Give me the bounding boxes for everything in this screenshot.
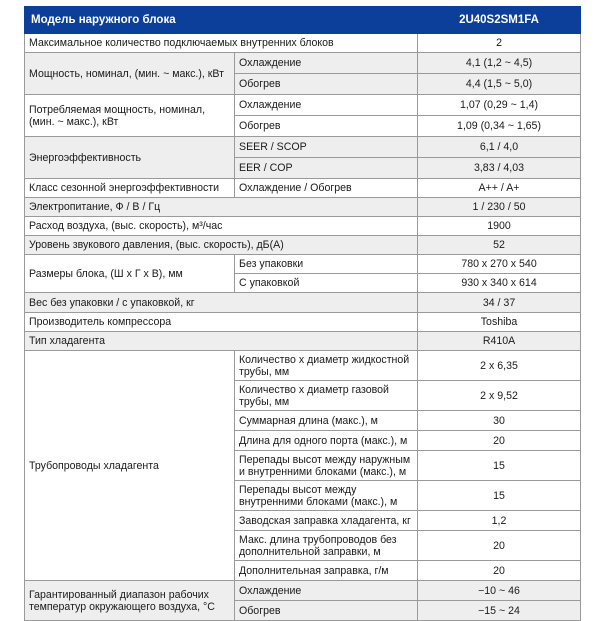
row-power-input-cool <box>25 95 581 116</box>
row-value: 4,1 (1,2 ~ 4,5) <box>418 53 581 74</box>
row-energy-class <box>25 179 581 198</box>
row-sublabel: Макс. длина трубопроводов без дополнительной заправки, м <box>235 531 418 561</box>
row-sublabel: Охлаждение / Обогрев <box>235 179 418 198</box>
row-sublabel: С упаковкой <box>235 274 418 293</box>
row-label: Тип хладагента <box>25 332 418 351</box>
row-label: Энергоэффективность <box>25 137 235 179</box>
header-model: 2U40S2SM1FA <box>418 7 581 34</box>
row-value: 34 / 37 <box>418 293 581 313</box>
row-value: A++ / A+ <box>418 179 581 198</box>
row-sublabel: Обогрев <box>235 116 418 137</box>
row-sublabel: Количество х диаметр газовой трубы, мм <box>235 381 418 411</box>
row-label: Мощность, номинал, (мин. ~ макс.), кВт <box>25 53 235 95</box>
row-sublabel: EER / COP <box>235 158 418 179</box>
row-label: Вес без упаковки / с упаковкой, кг <box>25 293 418 313</box>
row-value: Toshiba <box>418 313 581 332</box>
row-capacity-cool <box>25 53 581 74</box>
row-value: 20 <box>418 531 581 561</box>
row-label: Электропитание, Ф / В / Гц <box>25 198 418 217</box>
row-value: R410A <box>418 332 581 351</box>
row-max-indoor <box>25 34 581 53</box>
row-weight <box>25 293 581 313</box>
table-header-row <box>25 7 581 34</box>
row-piping-liquid <box>25 351 581 381</box>
row-value: −10 ~ 46 <box>418 581 581 601</box>
row-value: 930 x 340 x 614 <box>418 274 581 293</box>
row-sublabel: Без упаковки <box>235 255 418 274</box>
row-value: 30 <box>418 411 581 431</box>
row-value: 2 x 6,35 <box>418 351 581 381</box>
row-value: 6,1 / 4,0 <box>418 137 581 158</box>
row-sublabel: Дополнительная заправка, г/м <box>235 561 418 581</box>
row-sublabel: SEER / SCOP <box>235 137 418 158</box>
row-compressor <box>25 313 581 332</box>
row-value: 1,09 (0,34 ~ 1,65) <box>418 116 581 137</box>
row-power-supply <box>25 198 581 217</box>
row-value: 20 <box>418 431 581 451</box>
row-label: Производитель компрессора <box>25 313 418 332</box>
row-sublabel: Заводская заправка хладагента, кг <box>235 511 418 531</box>
row-value: 3,83 / 4,03 <box>418 158 581 179</box>
row-label: Трубопроводы хладагента <box>25 351 235 581</box>
row-sublabel: Перепады высот между наружным и внутренними блоками (макс.), м <box>235 451 418 481</box>
row-sound <box>25 236 581 255</box>
row-sublabel: Обогрев <box>235 601 418 621</box>
row-sublabel: Перепады высот между внутренними блоками (макс.), м <box>235 481 418 511</box>
row-value: −15 ~ 24 <box>418 601 581 621</box>
row-label: Потребляемая мощность, номинал, (мин. ~ макс.), кВт <box>25 95 235 137</box>
row-sublabel: Охлаждение <box>235 581 418 601</box>
row-value: 2 <box>418 34 581 53</box>
row-label: Размеры блока, (Ш х Г х В), мм <box>25 255 235 293</box>
row-value: 1,2 <box>418 511 581 531</box>
row-label: Максимальное количество подключаемых внутренних блоков <box>25 34 418 53</box>
row-sublabel: Длина для одного порта (макс.), м <box>235 431 418 451</box>
row-label: Гарантированный диапазон рабочих температур окружающего воздуха, °С <box>25 581 235 621</box>
row-value: 1 / 230 / 50 <box>418 198 581 217</box>
spec-table <box>24 6 581 621</box>
row-value: 780 x 270 x 540 <box>418 255 581 274</box>
row-label: Класс сезонной энергоэффективности <box>25 179 235 198</box>
row-temp-cool <box>25 581 581 601</box>
row-sublabel: Охлаждение <box>235 95 418 116</box>
row-value: 52 <box>418 236 581 255</box>
row-sublabel: Охлаждение <box>235 53 418 74</box>
row-label: Расход воздуха, (выс. скорость), м³/час <box>25 217 418 236</box>
row-value: 4,4 (1,5 ~ 5,0) <box>418 74 581 95</box>
row-value: 15 <box>418 451 581 481</box>
row-refrigerant <box>25 332 581 351</box>
row-value: 20 <box>418 561 581 581</box>
row-airflow <box>25 217 581 236</box>
row-sublabel: Суммарная длина (макс.), м <box>235 411 418 431</box>
row-value: 2 x 9,52 <box>418 381 581 411</box>
row-label: Уровень звукового давления, (выс. скорость), дБ(А) <box>25 236 418 255</box>
row-sublabel: Количество х диаметр жидкостной трубы, мм <box>235 351 418 381</box>
row-value: 1,07 (0,29 ~ 1,4) <box>418 95 581 116</box>
row-efficiency-seer <box>25 137 581 158</box>
row-dimensions-net <box>25 255 581 274</box>
row-sublabel: Обогрев <box>235 74 418 95</box>
header-label: Модель наружного блока <box>25 7 418 34</box>
row-value: 15 <box>418 481 581 511</box>
row-value: 1900 <box>418 217 581 236</box>
